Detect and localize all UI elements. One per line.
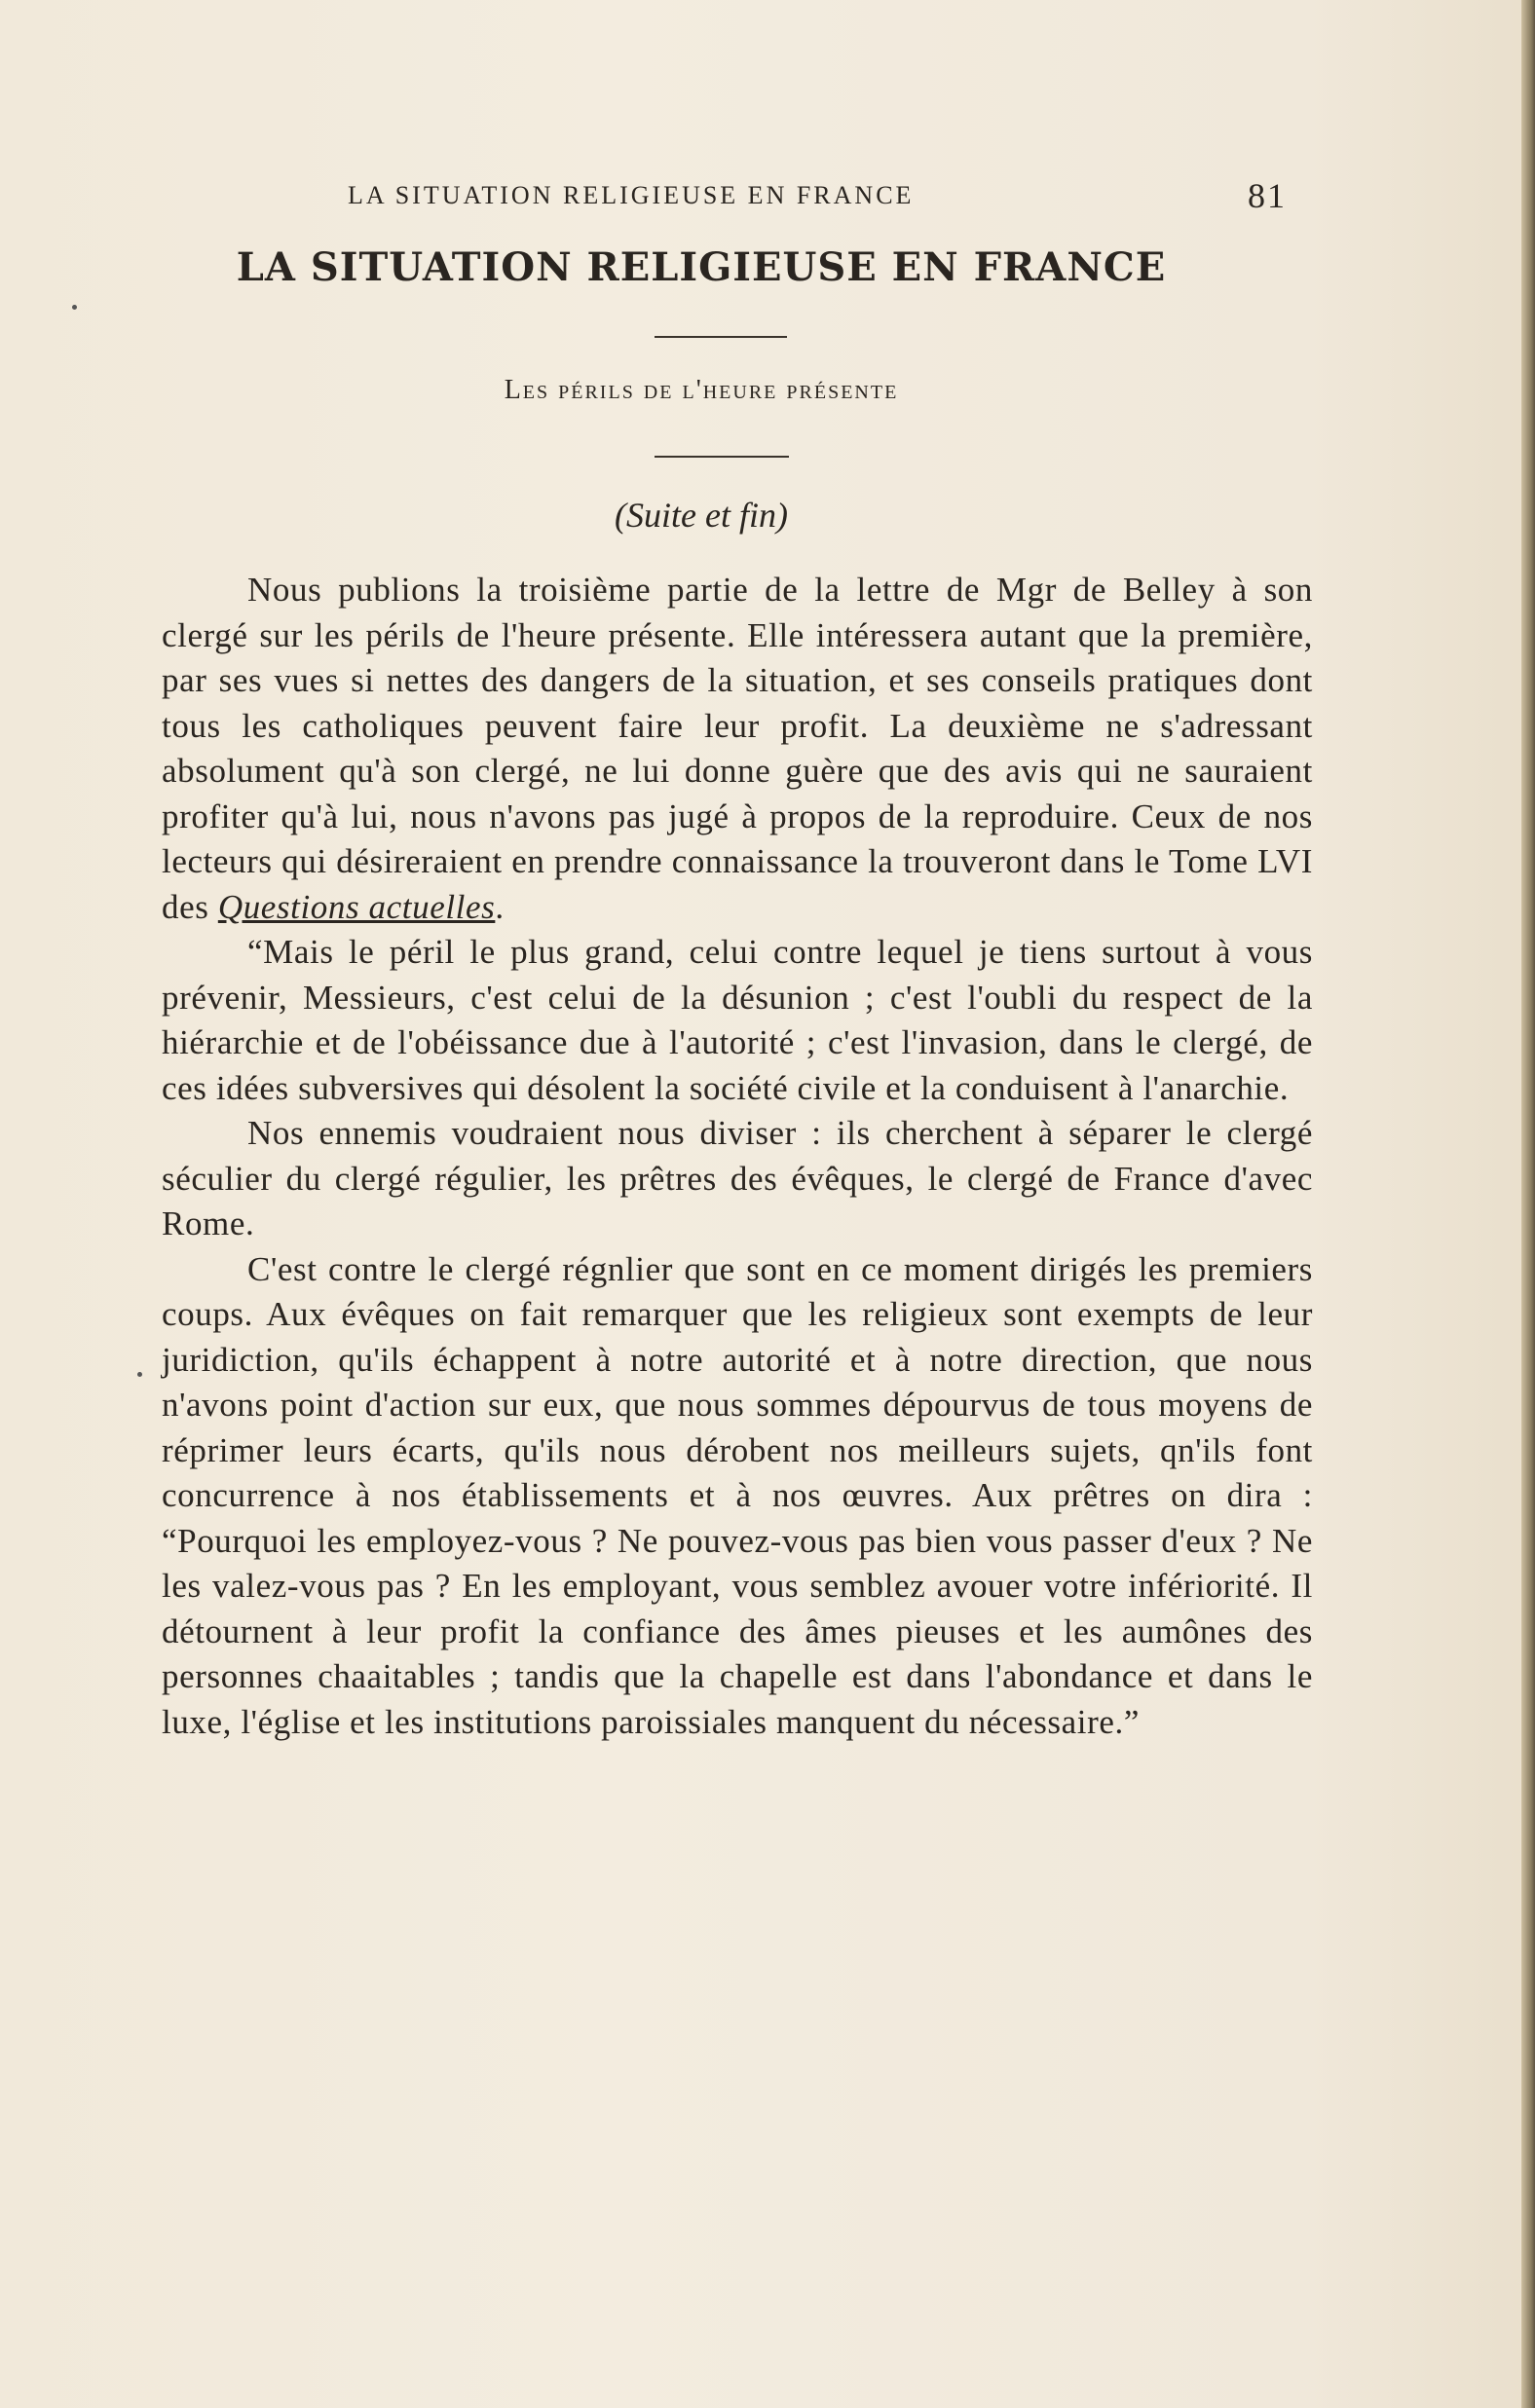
work-title: Questions actuelles [217, 887, 496, 926]
ink-speck [72, 305, 77, 310]
article-body [162, 568, 1313, 1745]
running-header [348, 176, 1322, 220]
article-subtitle: Les périls de l'heure présente [504, 375, 899, 405]
paragraph-2: “Mais le péril le plus grand, celui contre lequel je tiens surtout à vous prévenir, Messieurs, c'est celui de la désunion ; c'est l'oubli du respect de la hiérarchie et de l'obéissance due à l'autorité ; c'est l'invasion, dans le clergé, de ces idées subversives qui désolent la société civile et la conduisent à l'anarchie. [162, 933, 1313, 1107]
continuation-note: (Suite et fin) [615, 496, 788, 535]
page-edge [1521, 0, 1535, 2408]
paragraph-1-end: . [495, 887, 505, 926]
ink-speck [137, 1372, 142, 1377]
paragraph-3: Nos ennemis voudraient nous diviser : ils cherchent à séparer le clergé séculier du clergé régulier, les prêtres des évêques, le clergé de France d'avec Rome. [162, 1114, 1313, 1242]
paragraph-1 [162, 568, 1313, 930]
article-title: LA SITUATION RELIGIEUSE EN FRANCE [236, 244, 1167, 290]
running-title: LA SITUATION RELIGIEUSE EN FRANCE [348, 181, 915, 209]
divider-rule-bottom [655, 456, 789, 458]
page-number: 81 [1248, 176, 1287, 215]
divider-rule-top [655, 336, 787, 338]
paragraph-1-text: Nous publions la troisième partie de la lettre de Mgr de Belley à son clergé sur les périls de l'heure présente. Elle intéressera autant que la première, par ses vues si nettes des dangers de la situation, et ses conseils pratiques dont tous les catholiques peuvent faire leur profit. La deuxième ne s'adressant absolument qu'à son clergé, ne lui donne guère que des avis qui ne sauraient profiter qu'à lui, nous n'avons pas jugé à propos de la reproduire. Ceux de nos lecteurs qui désireraient en prendre connaissance la trouveront dans le Tome LVI des [162, 571, 1313, 926]
paragraph-4: C'est contre le clergé régnlier que sont en ce moment dirigés les premiers coups. Aux évêques on fait remarquer que les religieux sont exempts de leur juridiction, qu'ils échappent à notre autorité et à notre direction, que nous n'avons point d'action sur eux, que nous sommes dépourvus de tous moyens de réprimer leurs écarts, qu'ils nous dérobent nos meilleurs sujets, qn'ils font concurrence à nos établissements et à nos œuvres. Aux prêtres on dira : “Pourquoi les employez-vous ? Ne pouvez-vous pas bien vous passer d'eux ? Ne les valez-vous pas ? En les employant, vous semblez avouer votre infériorité. Il détournent à leur profit la confiance des âmes pieuses et les aumônes des personnes chaaitables ; tandis que la chapelle est dans l'abondance et dans le luxe, l'église et les institutions paroissiales manquent du nécessaire.” [162, 1249, 1313, 1741]
